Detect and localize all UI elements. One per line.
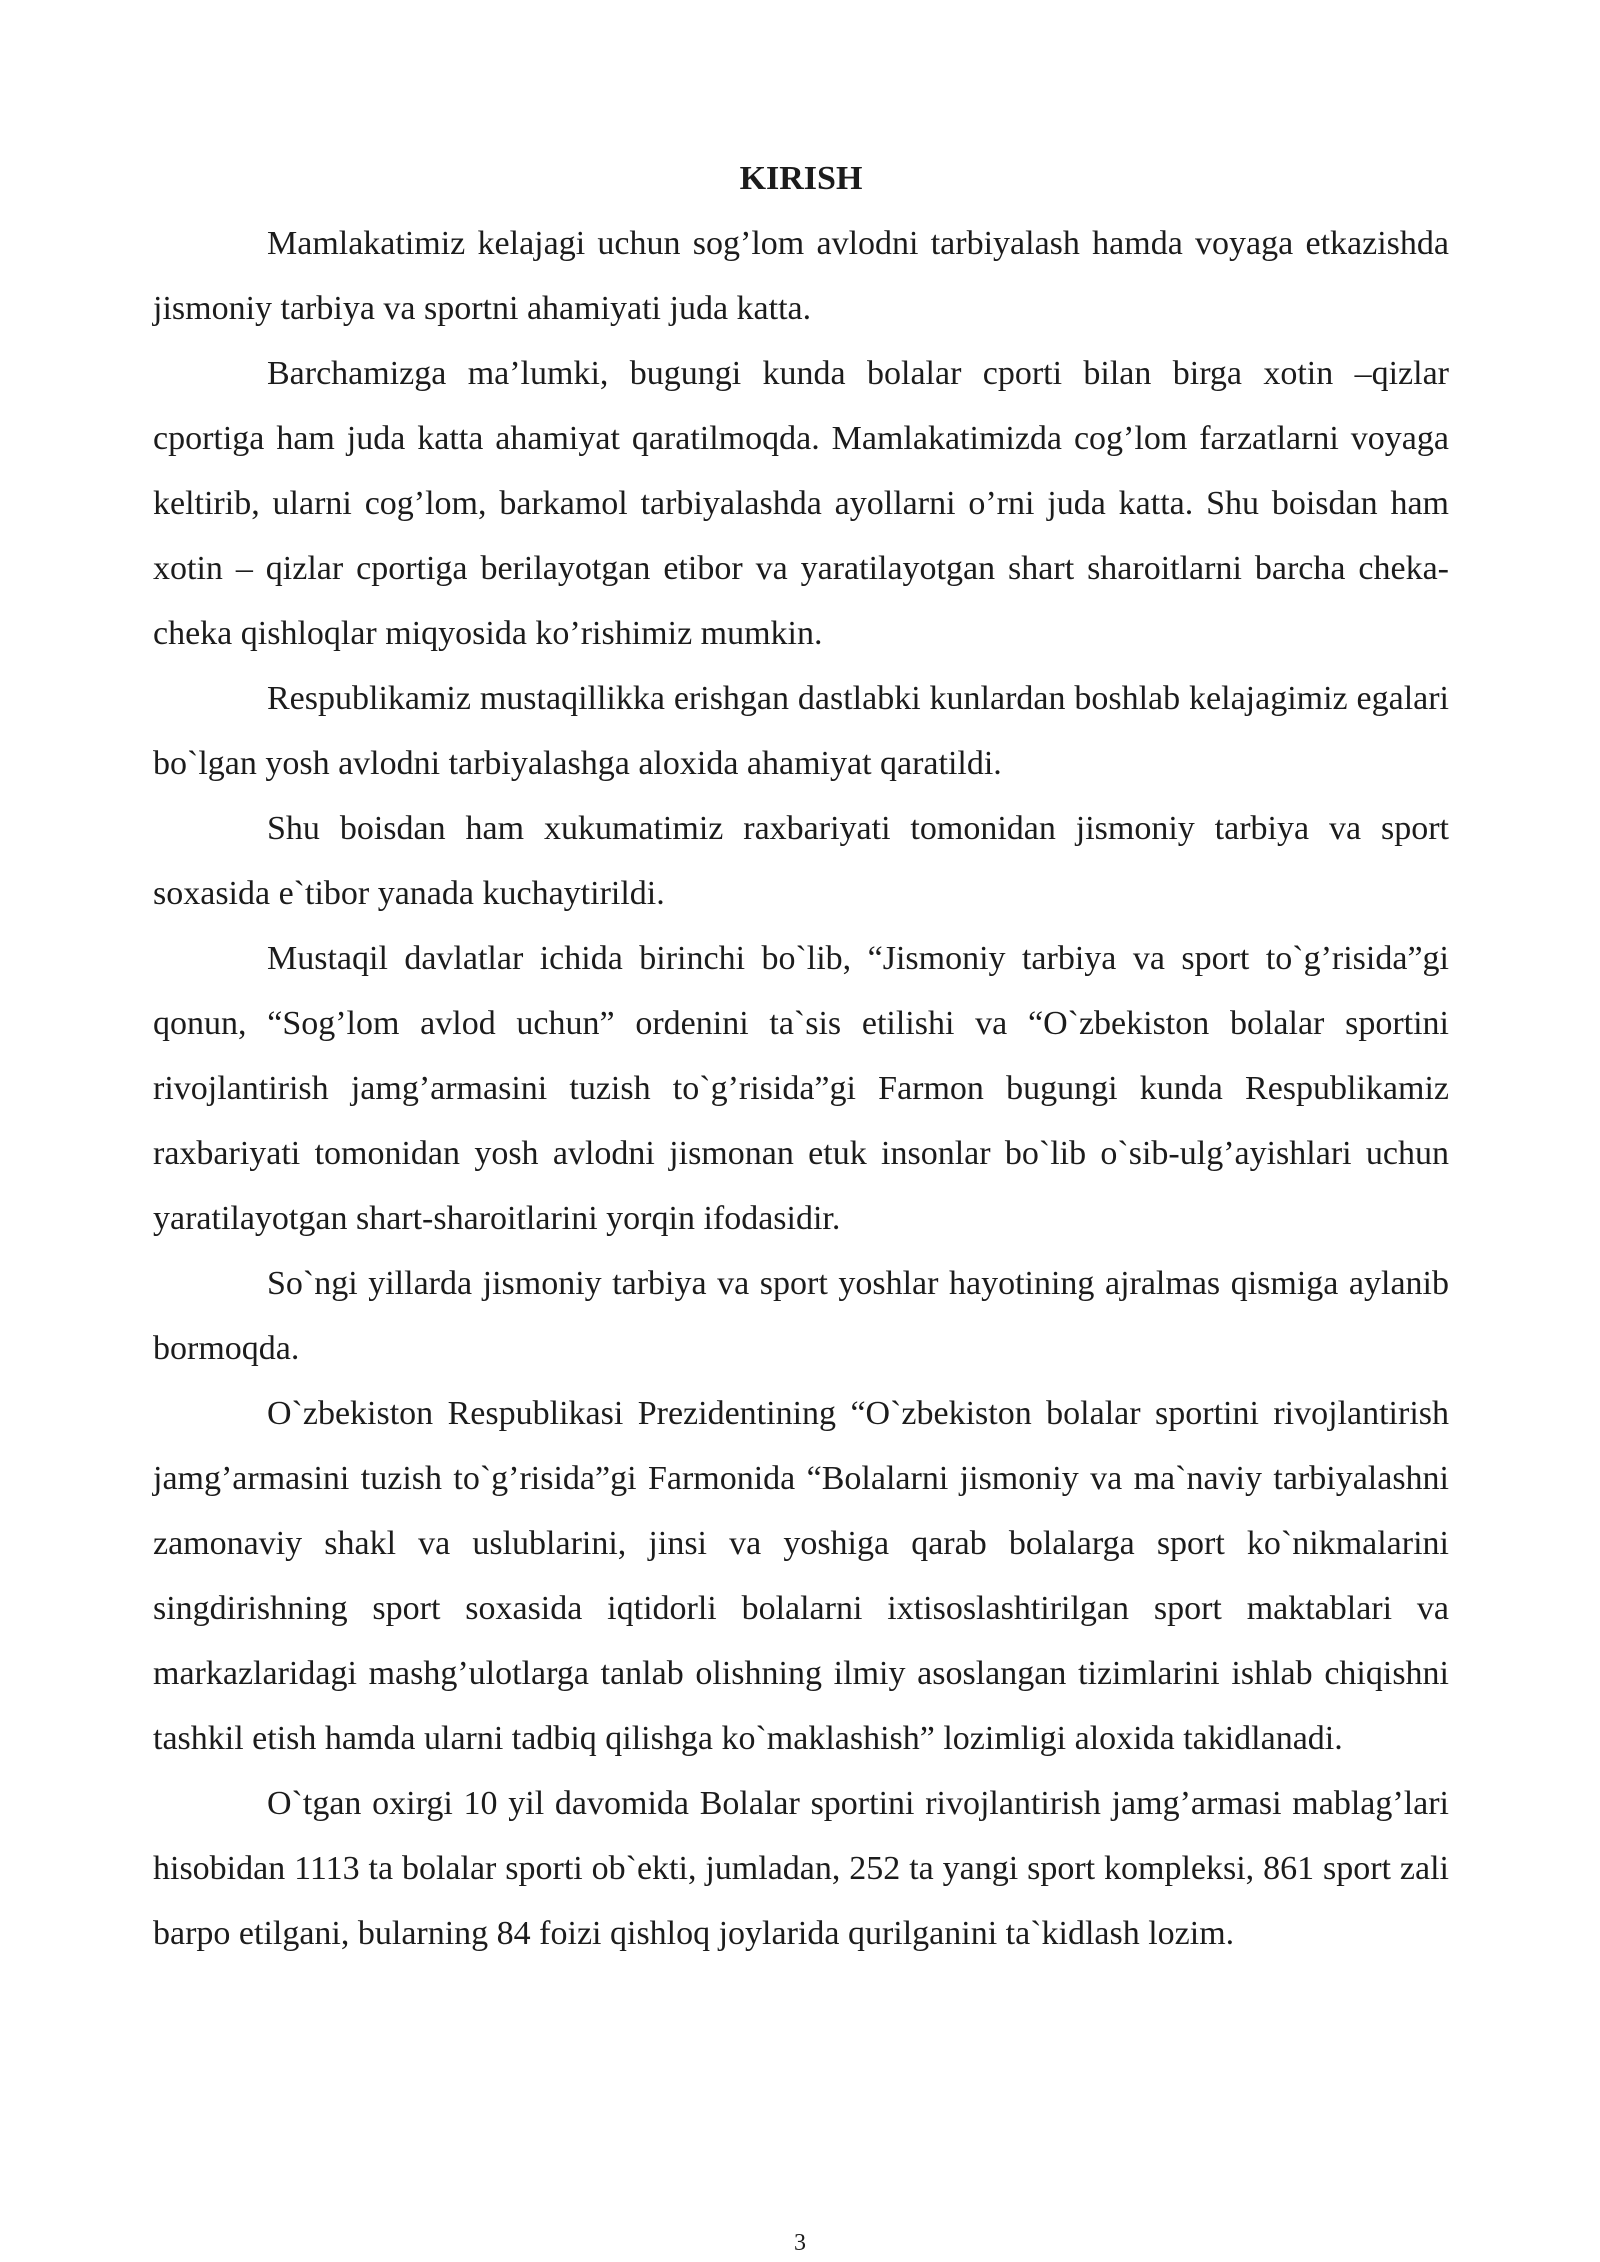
paragraph: Shu boisdan ham xukumatimiz raxbariyati tomonidan jismoniy tarbiya va sport soxasida e`tibor yanada kuchaytirildi. — [153, 810, 1449, 912]
page-number: 3 — [794, 2230, 806, 2256]
paragraph: O`zbekiston Respublikasi Prezidentining “O`zbekiston bolalar sportini rivojlantirish jamg’armasini tuzish to`g’risida”gi Farmonida “Bolalarni jismoniy va ma`naviy tarbiyalashni zamonaviy shakl va uslublarini, jinsi va yoshiga qarab bolalarga sport ko`nikmalarini singdirishning sport soxasida iqtidorli bolalarni ixtisoslashtirilgan sport maktablari va markazlaridagi mashg’ulotlarga tanlab olishning ilmiy asoslangan tizimlarini ishlab chiqishni tashkil etish hamda ularni tadbiq qilishga ko`maklashish” lozimligi aloxida takidlanadi. — [153, 1395, 1449, 1757]
paragraph: Mamlakatimiz kelajagi uchun sog’lom avlodni tarbiyalash hamda voyaga etkazishda jismoniy tarbiya va sportni ahamiyati juda katta. — [153, 225, 1449, 327]
paragraph: Mustaqil davlatlar ichida birinchi bo`lib, “Jismoniy tarbiya va sport to`g’risida”gi qonun, “Sog’lom avlod uchun” ordenini ta`sis etilishi va “O`zbekiston bolalar sportini rivojlantirish jamg’armasini tuzish to`g’risida”gi Farmon bugungi kunda Respublikamiz raxbariyati tomonidan yosh avlodni jismonan etuk insonlar bo`lib o`sib-ulg’ayishlari uchun yaratilayotgan shart-sharoitlarini yorqin ifodasidir. — [153, 940, 1449, 1237]
paragraph: Respublikamiz mustaqillikka erishgan dastlabki kunlardan boshlab kelajagimiz egalari bo`lgan yosh avlodni tarbiyalashga aloxida ahamiyat qaratildi. — [153, 680, 1449, 782]
page-title: KIRISH — [739, 160, 863, 197]
document-body — [153, 146, 1449, 1966]
paragraph: O`tgan oxirgi 10 yil davomida Bolalar sportini rivojlantirish jamg’armasi mablag’lari hisobidan 1113 ta bolalar sporti ob`ekti, jumladan, 252 ta yangi sport kompleksi, 861 sport zali barpo etilgani, bularning 84 foizi qishloq joylarida qurilganini ta`kidlash lozim. — [153, 1785, 1449, 1952]
paragraph: So`ngi yillarda jismoniy tarbiya va sport yoshlar hayotining ajralmas qismiga aylanib bormoqda. — [153, 1265, 1449, 1367]
paragraph: Barchamizga ma’lumki, bugungi kunda bolalar cporti bilan birga xotin –qizlar cportiga ham juda katta ahamiyat qaratilmoqda. Mamlakatimizda cog’lom farzatlarni voyaga keltirib, ularni cog’lom, barkamol tarbiyalashda ayollarni o’rni juda katta. Shu boisdan ham xotin – qizlar cportiga berilayotgan etibor va yaratilayotgan shart sharoitlarni barcha cheka-cheka qishloqlar miqyosida ko’rishimiz mumkin. — [153, 355, 1449, 652]
